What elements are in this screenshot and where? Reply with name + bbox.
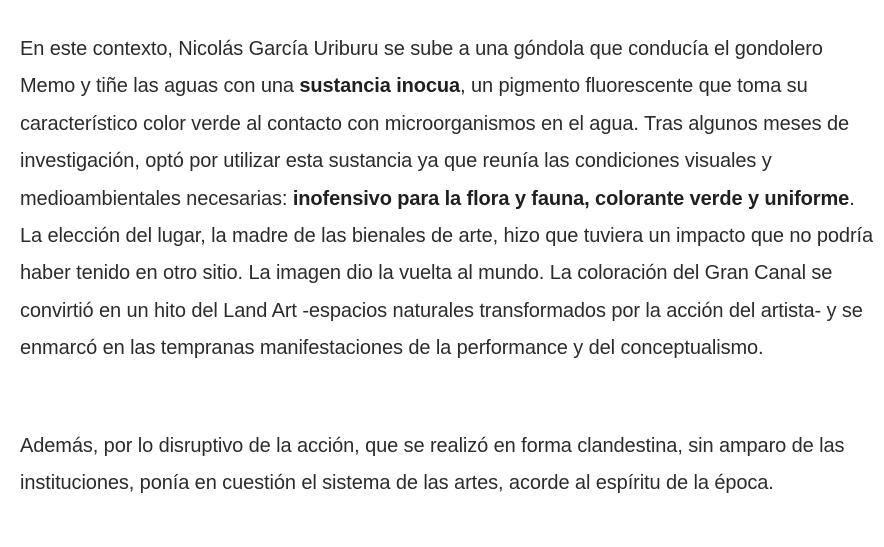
bold-phrase-inofensivo: inofensivo para la flora y fauna, colorante verde y uniforme — [292, 187, 850, 210]
paragraph-1-text-a: En este contexto, Nicolás García Uriburu se sube a una góndola que conducía el gondolero Memo y tiñe las aguas con una — [20, 38, 823, 98]
bold-phrase-sustancia-inocua: sustancia inocua — [299, 75, 461, 98]
paragraph-1 — [20, 31, 880, 368]
paragraph-1-text-b: , un pigmento fluorescente que toma su característico color verde al contacto con microorganismos en el agua. Tras algunos meses de investigación, optó por utilizar esta sustancia ya que reunía las condiciones visuales y medioambientales necesarias: — [20, 75, 849, 210]
paragraph-1-text-c: . La elección del lugar, la madre de las bienales de arte, hizo que tuviera un impacto que no podría haber tenido en otro sitio. La imagen dio la vuelta al mundo. La coloración del Gran Canal se convirtió en un hito del Land Art -espacios naturales transformados por la acción del artista- y se enmarcó en las tempranas manifestaciones de la performance y del conceptualismo. — [20, 187, 873, 360]
paragraph-2: Además, por lo disruptivo de la acción, que se realizó en forma clandestina, sin amparo de las instituciones, ponía en cuestión el sistema de las artes, acorde al espíritu de la época. — [20, 435, 845, 495]
